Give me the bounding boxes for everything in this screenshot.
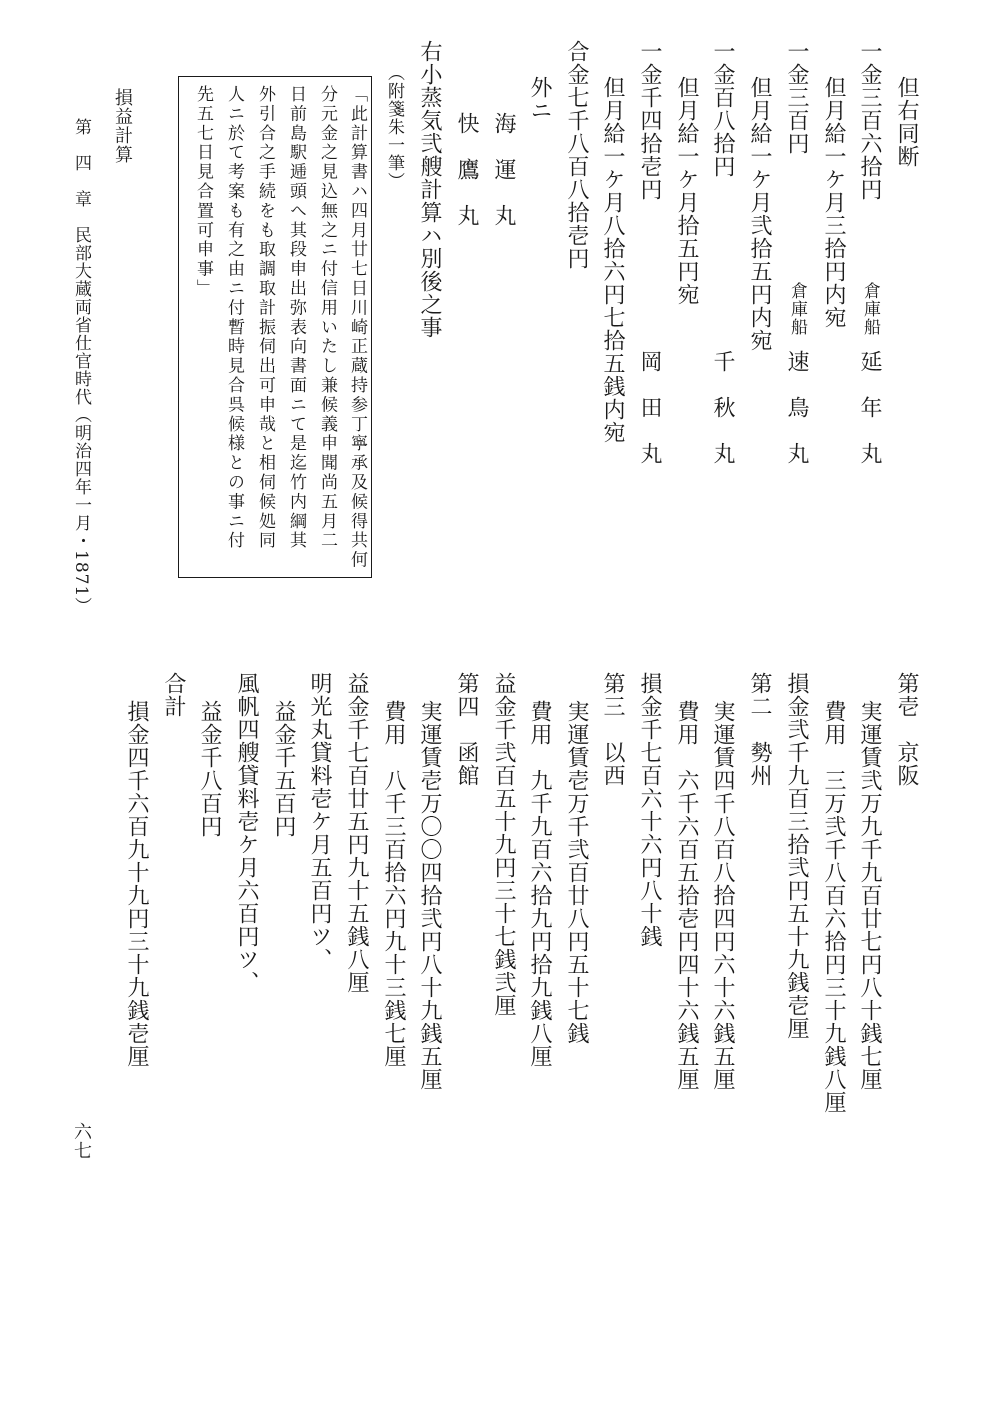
lower-col-9: 第三 以西 — [600, 672, 625, 787]
note-line-3: 日前島駅逓頭へ其段申出弥表向書面ニて是迄竹内綱其 — [286, 85, 306, 551]
page-number: 六七 — [71, 1122, 92, 1160]
lower-col-19: 風帆四艘貸料壱ケ月六百円ツ、 — [234, 672, 259, 994]
lower-col-11: 費用 九千九百六拾九円拾九銭八厘 — [527, 700, 552, 1068]
annotation-box — [178, 76, 372, 578]
column-4-ship-name: 速 鳥 丸 — [784, 350, 809, 465]
lower-col-13: 第四 函館 — [454, 672, 479, 787]
lower-col-1: 第壱 京阪 — [894, 672, 919, 787]
lower-col-15: 費用 八千三百拾六円九十三銭七厘 — [381, 700, 406, 1068]
column-10-total: 合金七千八百八拾壱円 — [564, 40, 589, 270]
note-line-4: 外引合之手続をも取調取計振伺出可申哉と相伺候処同 — [255, 85, 275, 551]
column-8-amount: 一金千四拾壱円 — [637, 40, 662, 201]
column-9: 但月給一ケ月八拾六円七拾五銭内宛 — [600, 76, 625, 444]
lower-col-2: 実運賃弐万九千九百廿七円八十銭七厘 — [857, 700, 882, 1091]
column-6-ship-name: 千 秋 丸 — [710, 350, 735, 465]
lower-col-17: 明光丸貸料壱ケ月五百円ツ、 — [307, 672, 332, 971]
lower-col-3: 費用 三万弐千八百六拾円三十九銭八厘 — [821, 700, 846, 1114]
note-line-1: 「此計算書ハ四月廿七日川崎正蔵持参丁寧承及候得共何 — [347, 85, 367, 570]
column-6-amount: 一金百八拾円 — [710, 40, 735, 178]
note-line-5: 人ニ於て考案も有之由ニ付暫時見合呉候様との事ニ付 — [224, 85, 244, 551]
running-head-section: 損益計算 — [112, 88, 133, 164]
lower-col-20: 益金千八百円 — [197, 700, 222, 838]
lower-col-16: 益金千七百廿五円九十五銭八厘 — [344, 672, 369, 994]
column-12-ship: 海 運 丸 — [491, 112, 516, 227]
note-line-2: 分元金之見込無之ニ付信用いたし兼候義申聞尚五月二 — [317, 85, 337, 551]
lower-col-12: 益金千弐百五十九円三十七銭弐厘 — [491, 672, 516, 1017]
lower-col-7: 費用 六千六百五拾壱円四十六銭五厘 — [674, 700, 699, 1091]
note-line-6: 先五七日見合置可申事」 — [193, 85, 213, 299]
column-4-amount: 一金三百円 — [784, 40, 809, 155]
column-7: 但月給一ケ月拾五円宛 — [674, 76, 699, 306]
lower-col-6: 実運賃四千八百八拾四円六十六銭五厘 — [710, 700, 735, 1091]
lower-col-18: 益金千五百円 — [271, 700, 296, 838]
column-14: 右小蒸気弐艘計算ハ別後之事 — [417, 40, 442, 339]
column-3: 但月給一ケ月三拾円内宛 — [821, 76, 846, 329]
column-2-ship-type: 倉庫船 — [860, 282, 880, 336]
lower-col-4: 損金弐千九百三拾弐円五十九銭壱厘 — [784, 672, 809, 1040]
lower-col-22: 損金四千六百九十九円三十九銭壱厘 — [124, 700, 149, 1068]
column-2-amount: 一金三百六拾円 — [857, 40, 882, 201]
column-11: 外ニ — [527, 76, 552, 122]
lower-col-10: 実運賃壱万千弐百廿八円五十七銭 — [564, 700, 589, 1045]
lower-col-5: 第二 勢州 — [747, 672, 772, 787]
column-1: 但右同断 — [894, 76, 919, 168]
lower-col-14: 実運賃壱万〇〇四拾弐円八十九銭五厘 — [417, 700, 442, 1091]
column-4-ship-type: 倉庫船 — [787, 282, 807, 336]
column-13-ship: 快 鷹 丸 — [454, 112, 479, 227]
column-5: 但月給一ケ月弐拾五円内宛 — [747, 76, 772, 352]
lower-col-8: 損金千七百六十六円八十銭 — [637, 672, 662, 948]
lower-col-21: 合計 — [161, 672, 186, 718]
column-15-annotation: （附箋朱一筆） — [384, 64, 404, 190]
running-head-chapter: 第 四 章 民部大蔵両省仕官時代（明治四年一月・1871） — [71, 118, 91, 616]
column-2-ship-name: 延 年 丸 — [857, 350, 882, 465]
column-8-ship-name: 岡 田 丸 — [637, 350, 662, 465]
